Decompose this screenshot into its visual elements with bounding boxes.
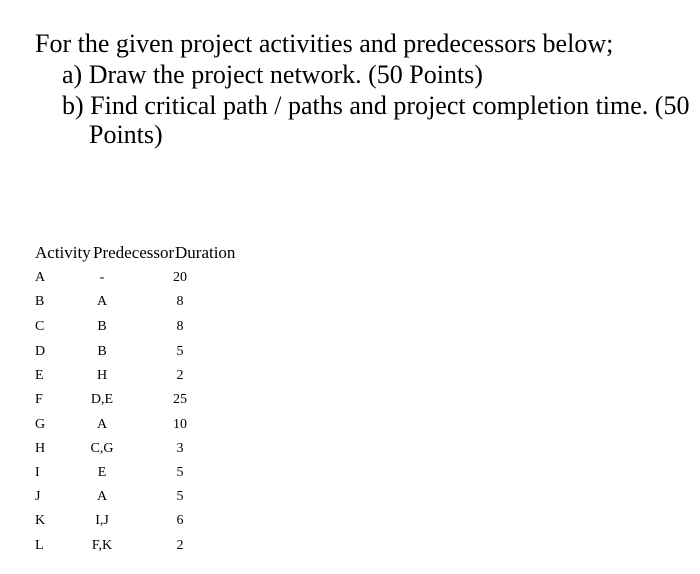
- predecessor-cell: E: [97, 465, 107, 480]
- duration-cell: 6: [176, 513, 184, 528]
- activity-cell: E: [35, 368, 44, 383]
- table-row: [35, 437, 255, 461]
- predecessor-cell: H: [96, 368, 108, 383]
- table-row: [35, 388, 255, 412]
- activity-cell: D: [35, 344, 46, 359]
- table-row: [35, 509, 255, 533]
- predecessor-cell: B: [97, 319, 107, 334]
- activity-cell: C: [35, 319, 45, 334]
- duration-cell: 2: [176, 538, 184, 553]
- table-row: [35, 266, 255, 290]
- table-row: [35, 485, 255, 509]
- activity-cell: I: [35, 465, 40, 480]
- predecessor-cell: -: [99, 270, 105, 285]
- duration-cell: 2: [176, 368, 184, 383]
- header-predecessor: Predecessor: [93, 243, 175, 262]
- question-part-b: b) Find critical path / paths and project completion time. (50: [62, 91, 690, 120]
- activity-cell: F: [35, 392, 43, 407]
- activity-cell: L: [35, 538, 44, 553]
- table-row: [35, 413, 255, 437]
- predecessor-cell: I,J: [95, 513, 109, 528]
- duration-cell: 10: [173, 417, 187, 432]
- header-duration: Duration: [175, 243, 236, 262]
- activity-cell: A: [35, 270, 46, 285]
- question-intro: For the given project activities and predecessors below;: [35, 29, 614, 58]
- activity-cell: B: [35, 294, 45, 309]
- table-row: [35, 315, 255, 339]
- activity-cell: K: [35, 513, 46, 528]
- question-part-b-continued: Points): [89, 120, 163, 149]
- predecessor-cell: B: [97, 344, 107, 359]
- question-part-a: a) Draw the project network. (50 Points): [62, 60, 483, 89]
- duration-cell: 8: [176, 319, 184, 334]
- activity-cell: H: [35, 441, 46, 456]
- predecessor-cell: A: [96, 489, 108, 504]
- predecessor-cell: F,K: [91, 538, 113, 553]
- duration-cell: 5: [176, 344, 184, 359]
- activity-cell: J: [35, 489, 41, 504]
- table-row: [35, 461, 255, 485]
- duration-cell: 5: [176, 489, 184, 504]
- predecessor-cell: A: [96, 294, 108, 309]
- predecessor-cell: A: [96, 417, 108, 432]
- table-row: [35, 364, 255, 388]
- duration-cell: 3: [176, 441, 184, 456]
- duration-cell: 5: [176, 465, 184, 480]
- table-row: [35, 340, 255, 364]
- predecessor-cell: D,E: [90, 392, 114, 407]
- table-row: [35, 534, 255, 558]
- duration-cell: 20: [173, 270, 187, 285]
- duration-cell: 25: [173, 392, 187, 407]
- header-activity: Activity: [35, 243, 91, 262]
- duration-cell: 8: [176, 294, 184, 309]
- predecessor-cell: C,G: [90, 441, 114, 456]
- table-row: [35, 290, 255, 314]
- activity-cell: G: [35, 417, 46, 432]
